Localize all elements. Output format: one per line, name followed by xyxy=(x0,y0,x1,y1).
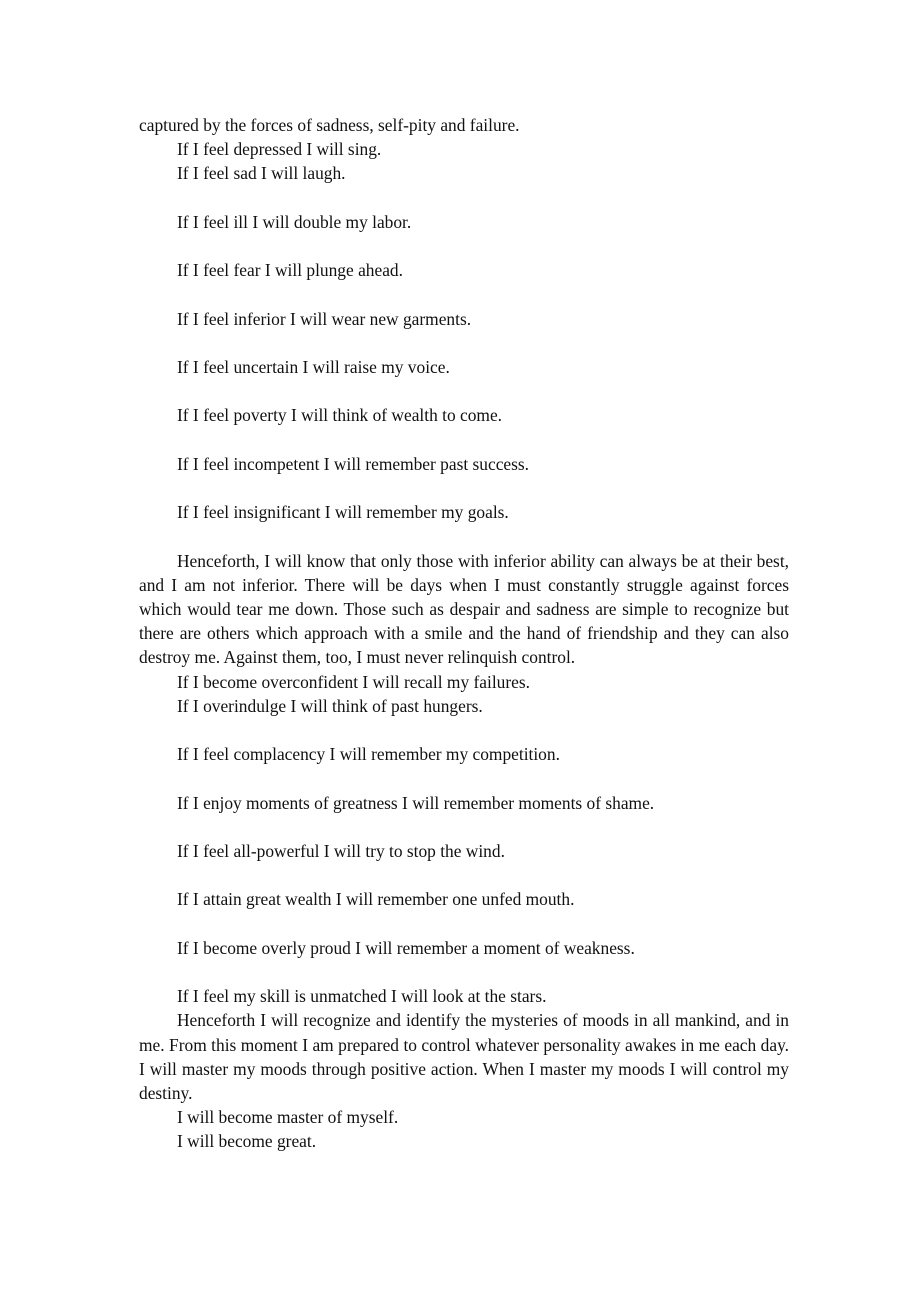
affirmation-line: If I feel my skill is unmatched I will look at the stars. xyxy=(177,986,547,1007)
affirmation-line: If I feel insignificant I will remember my goals. xyxy=(177,502,509,523)
opening-line: captured by the forces of sadness, self-pity and failure. xyxy=(139,115,520,135)
affirmation-line: If I become overly proud I will remember a moment of weakness. xyxy=(177,937,635,958)
affirmation-line: If I feel sad I will laugh. xyxy=(177,163,346,184)
affirmation-line: If I overindulge I will think of past hungers. xyxy=(177,695,483,716)
affirmation-line: If I feel ill I will double my labor. xyxy=(177,211,412,232)
affirmation-line: If I feel complacency I will remember my competition. xyxy=(177,744,560,765)
affirmation-line: If I enjoy moments of greatness I will remember moments of shame. xyxy=(177,792,655,813)
affirmation-line: If I feel incompetent I will remember past success. xyxy=(177,453,530,474)
affirmation-line: If I feel depressed I will sing. xyxy=(177,139,382,160)
affirmation-line: If I feel all-powerful I will try to stop the wind. xyxy=(177,840,505,861)
affirmation-line: If I feel poverty I will think of wealth to come. xyxy=(177,405,503,426)
affirmation-line: If I feel uncertain I will raise my voice. xyxy=(177,356,450,377)
affirmation-line: If I feel fear I will plunge ahead. xyxy=(177,260,403,281)
affirmation-line: If I become overconfident I will recall my failures. xyxy=(177,671,530,692)
affirmation-line: If I attain great wealth I will remember one unfed mouth. xyxy=(177,889,575,910)
document-page xyxy=(139,113,789,1154)
henceforth-paragraph-2: Henceforth I will recognize and identify the mysteries of moods in all mankind, and in me. From this moment I am prepared to control whatever personality awakes in me each day. I will master my moods through positive action. When I master my moods I will control my destiny. xyxy=(139,1010,789,1103)
henceforth-paragraph-1: Henceforth, I will know that only those with inferior ability can always be at their best, and I am not inferior. There will be days when I must constantly struggle against forces which would tear me down. Those such as despair and sadness are simple to recognize but there are others which approach with a smile and the hand of friendship and they can also destroy me. Against them, too, I must never relinquish control. xyxy=(139,550,789,668)
closing-line: I will become master of myself. xyxy=(177,1107,399,1128)
closing-line: I will become great. xyxy=(177,1131,317,1152)
affirmation-line: If I feel inferior I will wear new garments. xyxy=(177,308,472,329)
